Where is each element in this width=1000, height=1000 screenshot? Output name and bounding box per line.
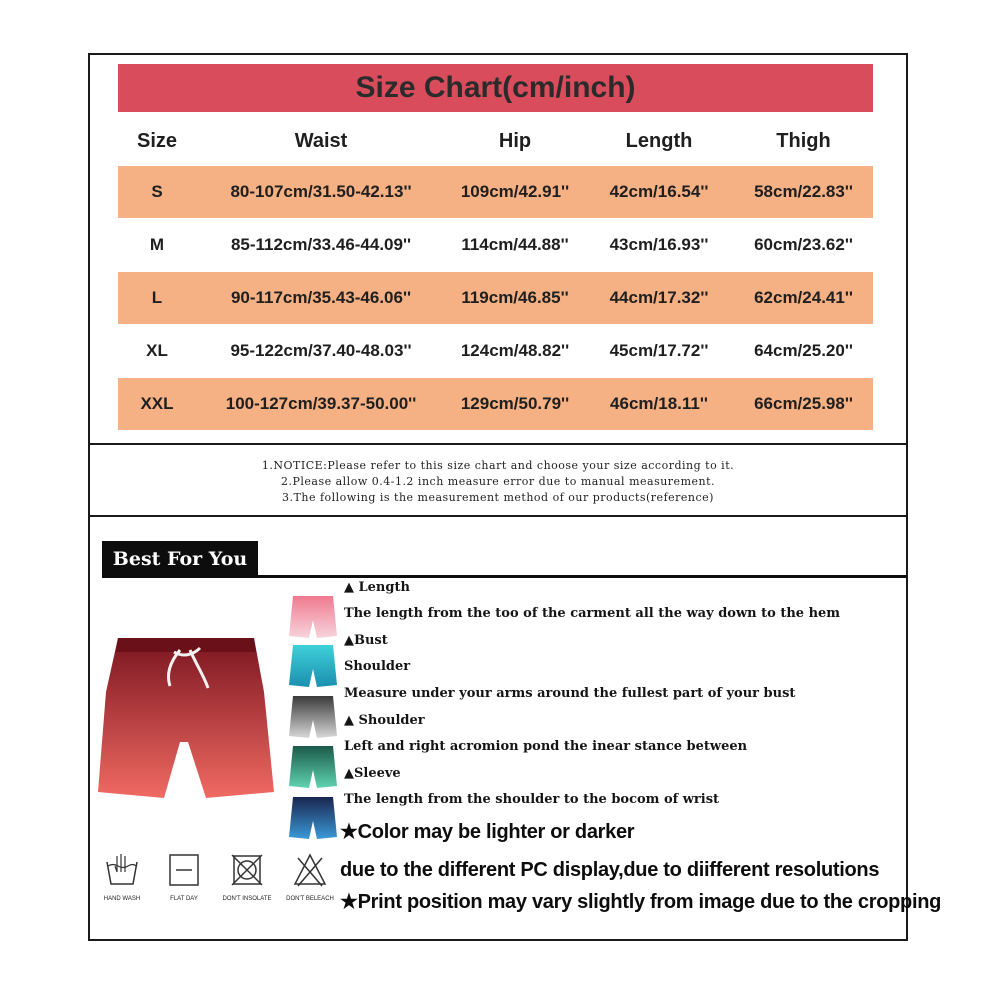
size-cell: XL — [146, 341, 168, 360]
table-header-row — [118, 115, 873, 167]
best-for-you-tab: Best For You — [102, 541, 258, 576]
size-cell: M — [149, 235, 165, 254]
do-not-insolate-icon — [229, 852, 265, 888]
notice-divider — [88, 515, 908, 517]
sleeve-description: The length from the shoulder to the bocom of wrist — [344, 792, 720, 807]
thigh-cell: 64cm/25.20'' — [754, 341, 853, 360]
size-cell: S — [151, 182, 163, 201]
teal-shorts-thumbnail — [287, 643, 339, 689]
hip-cell: 129cm/50.79'' — [460, 394, 570, 413]
bust-heading: ▲Bust — [344, 633, 388, 648]
notice-line-3: 3.The following is the measurement method of our products(reference) — [282, 491, 714, 504]
waist-cell: 80-107cm/31.50-42.13'' — [230, 182, 412, 201]
print-position-note: ★Print position may vary slightly from image due to the cropping — [340, 891, 942, 913]
waist-cell: 95-122cm/37.40-48.03'' — [230, 341, 412, 360]
hip-cell: 114cm/44.88'' — [461, 235, 569, 254]
header-waist: Waist — [294, 129, 348, 152]
size-cell: L — [151, 288, 163, 307]
thigh-cell: 60cm/23.62'' — [754, 235, 853, 254]
thigh-cell: 66cm/25.98'' — [754, 394, 853, 413]
length-description: The length from the too of the carment all the way down to the hem — [344, 606, 841, 621]
thigh-cell: 58cm/22.83'' — [754, 182, 853, 201]
shoulder-description: Left and right acromion pond the inear stance between — [344, 739, 748, 754]
notice-line-2: 2.Please allow 0.4-1.2 inch measure error due to manual measurement. — [280, 475, 716, 488]
header-thigh: Thigh — [776, 129, 831, 152]
sleeve-heading: ▲Sleeve — [344, 766, 401, 781]
header-size: Size — [136, 129, 178, 152]
table-row — [118, 378, 873, 430]
length-heading: ▲ Length — [344, 580, 410, 595]
table-row — [118, 219, 873, 271]
table-row — [118, 272, 873, 324]
length-cell: 43cm/16.93'' — [609, 235, 709, 254]
length-cell: 45cm/17.72'' — [609, 341, 709, 360]
color-note: ★Color may be lighter or darker — [340, 821, 635, 843]
hand-wash-icon — [104, 852, 140, 888]
care-hand-wash — [92, 852, 152, 902]
waist-cell: 85-112cm/33.46-44.09'' — [230, 235, 412, 254]
flat-dry-icon — [166, 852, 202, 888]
shorts-product-image — [96, 632, 276, 802]
header-hip: Hip — [498, 129, 532, 152]
display-note: due to the different PC display,due to diifferent resolutions — [340, 859, 880, 881]
waist-cell: 90-117cm/35.43-46.06'' — [230, 288, 412, 307]
green-shorts-thumbnail — [287, 744, 339, 790]
waist-cell: 100-127cm/39.37-50.00'' — [225, 394, 417, 413]
do-not-bleach-icon — [292, 852, 328, 888]
care-label: FLAT DAY — [170, 896, 198, 902]
length-cell: 46cm/18.11'' — [610, 394, 708, 413]
header-length: Length — [625, 129, 693, 152]
table-divider — [88, 443, 908, 445]
thigh-cell: 62cm/24.41'' — [754, 288, 853, 307]
pink-shorts-thumbnail — [287, 594, 339, 640]
care-do-not-bleach — [280, 852, 340, 902]
hip-cell: 109cm/42.91'' — [460, 182, 570, 201]
navy-shorts-thumbnail — [287, 795, 339, 841]
care-do-not-insolate — [217, 852, 277, 902]
length-cell: 42cm/16.54'' — [609, 182, 709, 201]
shoulder-heading: ▲ Shoulder — [344, 713, 425, 728]
hip-cell: 119cm/46.85'' — [461, 288, 569, 307]
table-row — [118, 325, 873, 377]
length-cell: 44cm/17.32'' — [609, 288, 709, 307]
hip-cell: 124cm/48.82'' — [460, 341, 570, 360]
best-for-you-underline — [102, 575, 906, 578]
notice-line-1: 1.NOTICE:Please refer to this size chart and choose your size according to it. — [261, 459, 735, 472]
bust-description: Measure under your arms around the fullest part of your bust — [344, 686, 796, 701]
care-label: DON'T INSOLATE — [222, 896, 272, 902]
size-cell: XXL — [140, 394, 174, 413]
size-chart-title: Size Chart(cm/inch) — [118, 64, 873, 112]
care-flat-dry — [154, 852, 214, 902]
care-label: HAND WASH — [103, 896, 141, 902]
care-label: DON'T BELEACH — [286, 896, 334, 902]
gray-shorts-thumbnail — [287, 694, 339, 740]
table-row — [118, 166, 873, 218]
shoulder-label: Shoulder — [344, 659, 411, 674]
